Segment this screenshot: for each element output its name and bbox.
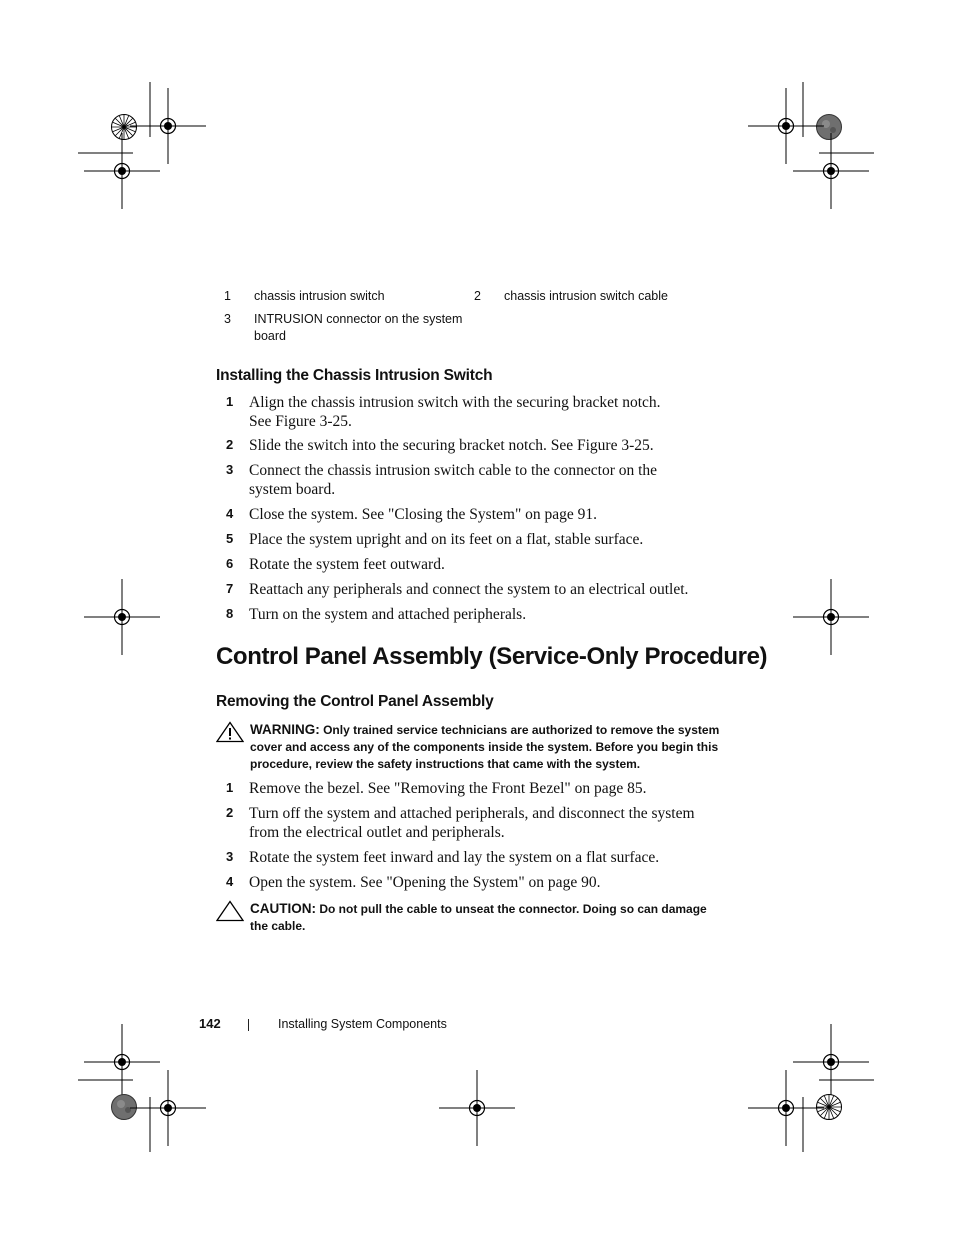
step-number: 5 bbox=[226, 531, 234, 546]
step-number: 3 bbox=[226, 462, 234, 477]
step-number: 1 bbox=[226, 780, 234, 795]
section-heading-removing: Removing the Control Panel Assembly bbox=[216, 693, 494, 710]
step-number: 4 bbox=[226, 506, 234, 521]
step-number: 6 bbox=[226, 556, 234, 571]
page-title: Control Panel Assembly (Service-Only Procedure) bbox=[216, 643, 768, 670]
caution-text-block bbox=[250, 900, 710, 935]
step-number: 2 bbox=[226, 437, 234, 452]
caution-label: CAUTION: bbox=[250, 901, 316, 916]
legend-number: 1 bbox=[224, 289, 231, 303]
running-title: Installing System Components bbox=[278, 1017, 447, 1031]
page-number: 142 bbox=[199, 1016, 221, 1031]
step-text: Slide the switch into the securing bracket notch. See Figure 3-25. bbox=[249, 437, 654, 454]
step-text: Remove the bezel. See "Removing the Front Bezel" on page 85. bbox=[249, 780, 647, 797]
step-text: Rotate the system feet outward. bbox=[249, 556, 445, 573]
legend-text: INTRUSION connector on the system board bbox=[254, 312, 463, 343]
warning-text-block bbox=[250, 721, 720, 773]
step-number: 4 bbox=[226, 874, 234, 889]
warning-text: Only trained service technicians are authorized to remove the system cover and access any of the components inside the system. Before you begin this procedure, review the safety instructions that came with the system. bbox=[250, 723, 720, 771]
step-number: 3 bbox=[226, 849, 234, 864]
warning-triangle-icon bbox=[216, 721, 244, 743]
step-number: 7 bbox=[226, 581, 234, 596]
legend-number: 2 bbox=[474, 289, 481, 303]
step-text: Place the system upright and on its feet on a flat, stable surface. bbox=[249, 531, 644, 548]
caution-triangle-icon bbox=[216, 900, 244, 922]
step-text: Close the system. See "Closing the System" on page 91. bbox=[249, 506, 598, 523]
legend-text: chassis intrusion switch bbox=[254, 289, 385, 303]
step-text: Reattach any peripherals and connect the system to an electrical outlet. bbox=[249, 581, 689, 598]
footer-separator bbox=[248, 1019, 249, 1031]
step-text: Rotate the system feet inward and lay the system on a flat surface. bbox=[249, 849, 660, 866]
warning-label: WARNING: bbox=[250, 722, 320, 737]
step-number: 2 bbox=[226, 805, 234, 820]
step-text: Open the system. See "Opening the System" on page 90. bbox=[249, 874, 601, 891]
caution-text: Do not pull the cable to unseat the connector. Doing so can damage the cable. bbox=[250, 902, 707, 933]
step-text: Connect the chassis intrusion switch cable to the connector on the system board. bbox=[249, 462, 658, 498]
step-number: 8 bbox=[226, 606, 234, 621]
step-text: Turn off the system and attached peripherals, and disconnect the system from the electrical outlet and peripherals. bbox=[249, 805, 695, 841]
step-text: Turn on the system and attached peripherals. bbox=[249, 606, 527, 623]
legend-text: chassis intrusion switch cable bbox=[504, 289, 668, 303]
legend-number: 3 bbox=[224, 312, 231, 326]
step-text: Align the chassis intrusion switch with the securing bracket notch. See Figure 3-25. bbox=[249, 394, 661, 430]
step-number: 1 bbox=[226, 394, 234, 409]
section-heading-installing: Installing the Chassis Intrusion Switch bbox=[216, 367, 493, 384]
